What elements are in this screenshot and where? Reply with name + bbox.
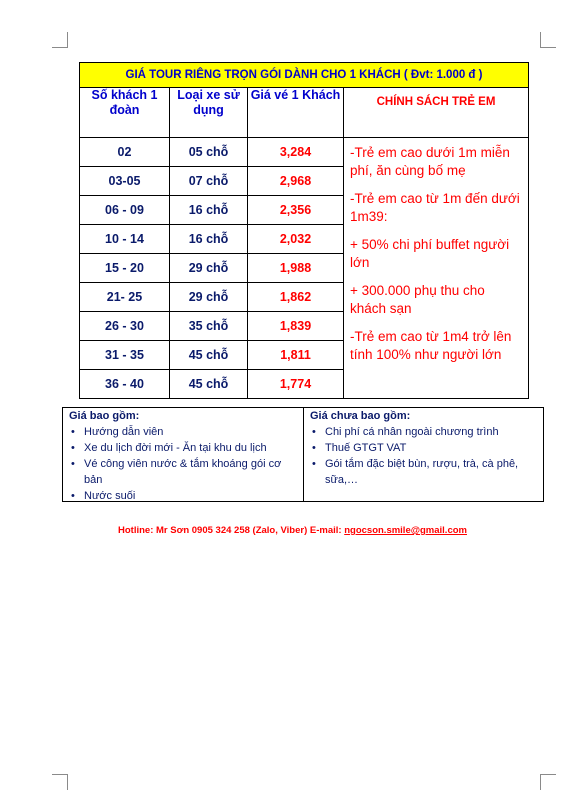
excluded-title: Giá chưa bao gồm: bbox=[310, 410, 411, 422]
vehicle-cell: 05 chỗ bbox=[170, 138, 248, 167]
policy-line: + 50% chi phí buffet người lớn bbox=[350, 237, 510, 270]
crop-mark bbox=[540, 47, 556, 48]
vehicle-cell: 45 chỗ bbox=[170, 370, 248, 399]
crop-mark bbox=[52, 47, 68, 48]
price-cell: 1,988 bbox=[248, 254, 344, 283]
price-cell: 1,811 bbox=[248, 341, 344, 370]
included-title: Giá bao gồm: bbox=[69, 410, 140, 422]
inclusions-box bbox=[62, 407, 544, 502]
crop-mark bbox=[540, 774, 541, 790]
price-cell: 2,356 bbox=[248, 196, 344, 225]
header-vehicle: Loại xe sử dụng bbox=[170, 88, 248, 138]
header-price: Giá vé 1 Khách bbox=[248, 88, 344, 138]
crop-mark bbox=[540, 32, 541, 48]
header-child-policy: CHÍNH SÁCH TRẺ EM bbox=[344, 88, 529, 138]
price-cell: 1,862 bbox=[248, 283, 344, 312]
vehicle-cell: 16 chỗ bbox=[170, 196, 248, 225]
price-cell: 1,839 bbox=[248, 312, 344, 341]
group-size-cell: 31 - 35 bbox=[80, 341, 170, 370]
hotline-text: Hotline: Mr Sơn 0905 324 258 (Zalo, Viber) E-mail: bbox=[118, 525, 345, 536]
group-size-cell: 06 - 09 bbox=[80, 196, 170, 225]
crop-mark bbox=[52, 774, 68, 775]
vehicle-cell: 07 chỗ bbox=[170, 167, 248, 196]
list-item: • Vé công viên nước & tắm khoáng gói cơ bản bbox=[69, 456, 299, 488]
group-size-cell: 15 - 20 bbox=[80, 254, 170, 283]
vehicle-cell: 16 chỗ bbox=[170, 225, 248, 254]
vehicle-cell: 35 chỗ bbox=[170, 312, 248, 341]
price-cell: 1,774 bbox=[248, 370, 344, 399]
policy-line: -Trẻ em cao từ 1m đến dưới 1m39: bbox=[350, 191, 520, 224]
policy-line: + 300.000 phụ thu cho khách sạn bbox=[350, 283, 485, 316]
excluded-list bbox=[310, 424, 539, 488]
group-size-cell: 03-05 bbox=[80, 167, 170, 196]
policy-line: -Trẻ em cao từ 1m4 trở lên tính 100% như người lớn bbox=[350, 329, 512, 362]
price-cell: 2,032 bbox=[248, 225, 344, 254]
included-list bbox=[69, 424, 299, 504]
child-policy-cell bbox=[344, 138, 529, 399]
email-link[interactable]: ngocson.smile@gmail.com bbox=[344, 525, 467, 536]
group-size-cell: 21- 25 bbox=[80, 283, 170, 312]
group-size-cell: 36 - 40 bbox=[80, 370, 170, 399]
list-item: • Thuế GTGT VAT bbox=[310, 440, 539, 456]
list-item: • Xe du lịch đời mới - Ăn tại khu du lịch bbox=[69, 440, 299, 456]
list-item: • Chi phí cá nhân ngoài chương trình bbox=[310, 424, 539, 440]
price-cell: 2,968 bbox=[248, 167, 344, 196]
crop-mark bbox=[67, 774, 68, 790]
list-item: • Gói tắm đặc biệt bùn, rượu, trà, cà phê, sữa,… bbox=[310, 456, 539, 488]
crop-mark bbox=[67, 32, 68, 48]
price-cell: 3,284 bbox=[248, 138, 344, 167]
table-row bbox=[80, 138, 529, 167]
contact-footer bbox=[0, 525, 585, 536]
vehicle-cell: 29 chỗ bbox=[170, 283, 248, 312]
vehicle-cell: 45 chỗ bbox=[170, 341, 248, 370]
list-item: • Nước suối bbox=[69, 488, 299, 504]
group-size-cell: 02 bbox=[80, 138, 170, 167]
header-group-size: Số khách 1 đoàn bbox=[80, 88, 170, 138]
crop-mark bbox=[540, 774, 556, 775]
excluded-column bbox=[304, 408, 543, 501]
group-size-cell: 26 - 30 bbox=[80, 312, 170, 341]
price-table bbox=[79, 62, 529, 399]
included-column bbox=[63, 408, 304, 501]
group-size-cell: 10 - 14 bbox=[80, 225, 170, 254]
list-item: • Hướng dẫn viên bbox=[69, 424, 299, 440]
policy-line: -Trẻ em cao dưới 1m miễn phí, ăn cùng bố mẹ bbox=[350, 145, 510, 178]
table-title: GIÁ TOUR RIÊNG TRỌN GÓI DÀNH CHO 1 KHÁCH ( Đvt: 1.000 đ ) bbox=[80, 63, 529, 88]
vehicle-cell: 29 chỗ bbox=[170, 254, 248, 283]
